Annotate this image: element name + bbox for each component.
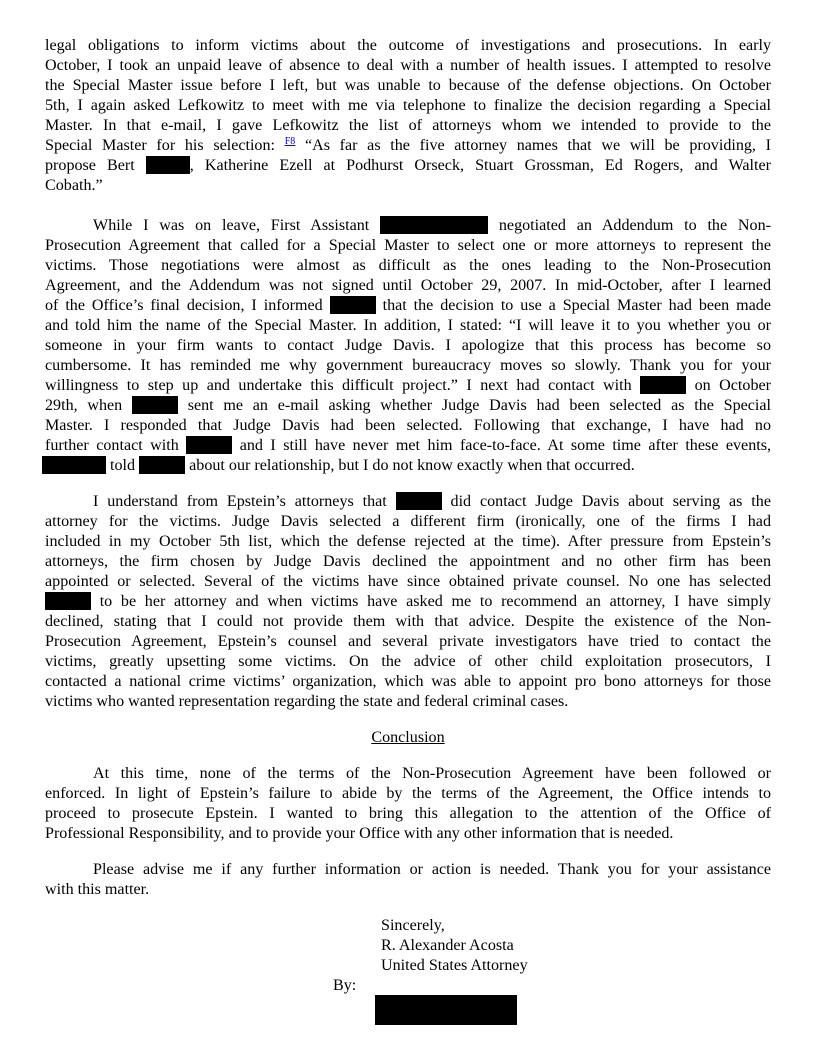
text-line: Master. In that e-mail, I gave Lefkowitz the list of attorneys whom we intended to provide to the bbox=[45, 117, 771, 134]
closing-paragraph bbox=[45, 860, 771, 900]
text-line: attorneys, the firm chosen by Judge Davis declined the appointment and no other firm has been bbox=[45, 553, 771, 570]
text-line: contacted a national crime victims’ organization, which was able to appoint pro bono attorneys for those bbox=[45, 673, 771, 690]
text-line: victims. Those negotiations were almost as difficult as the ones leading to the Non-Prosecution bbox=[45, 257, 771, 274]
text-line: with this matter. bbox=[45, 881, 150, 898]
text-line: Cobath.” bbox=[45, 177, 103, 194]
text-line: At this time, none of the terms of the Non-Prosecution Agreement have been followed or bbox=[93, 765, 771, 782]
redaction-box bbox=[640, 376, 686, 394]
text-line: and told him the name of the Special Master. In addition, I stated: “I will leave it to you whether you or bbox=[45, 317, 771, 334]
signature-block bbox=[381, 916, 528, 976]
text-segment: did contact Judge Davis about serving as the bbox=[450, 493, 771, 510]
redaction-box bbox=[42, 456, 106, 474]
conclusion-heading: Conclusion bbox=[371, 729, 445, 746]
text-line: Professional Responsibility, and to provide your Office with any other information that is needed. bbox=[45, 825, 674, 842]
text-line: included in my October 5th list, which the defense rejected at the time). After pressure from Epstein’s bbox=[45, 533, 771, 550]
text-line bbox=[45, 492, 771, 512]
text-segment: 29th, when bbox=[45, 397, 123, 414]
text-line bbox=[45, 396, 771, 416]
text-line: victims who wanted representation regarding the state and federal criminal cases. bbox=[45, 693, 569, 710]
text-segment: of the Office’s final decision, I informed bbox=[45, 297, 323, 314]
paragraph-3 bbox=[45, 492, 771, 712]
redaction-box bbox=[45, 592, 91, 610]
redaction-box bbox=[139, 456, 185, 474]
text-line bbox=[45, 592, 771, 612]
text-segment: “As far as the five attorney names that we will be providing, I bbox=[304, 137, 771, 154]
text-segment: I understand from Epstein’s attorneys that bbox=[93, 493, 387, 510]
text-segment: and I still have never met him face-to-face. At some time after these events, bbox=[239, 437, 771, 454]
text-line bbox=[45, 436, 771, 456]
conclusion-paragraph bbox=[45, 764, 771, 844]
footnote-link[interactable]: F8 bbox=[284, 136, 296, 147]
text-line: someone in your firm wants to contact Judge Davis. I apologize that this process has become so bbox=[45, 337, 771, 354]
redaction-box bbox=[330, 296, 376, 314]
text-line: cumbersome. It has reminded me why government bureaucracy moves so slowly. Thank you for your bbox=[45, 357, 771, 374]
text-segment: propose Bert bbox=[45, 157, 135, 174]
redaction-box bbox=[146, 156, 190, 174]
redaction-box bbox=[186, 436, 232, 454]
text-line: legal obligations to inform victims about the outcome of investigations and prosecutions. In early bbox=[45, 37, 771, 54]
text-segment: sent me an e-mail asking whether Judge Davis had been selected as the Special bbox=[187, 397, 772, 414]
text-line: the Special Master issue before I left, but was unable to because of the defense objections. On October bbox=[45, 77, 771, 94]
footnote-marker bbox=[285, 136, 296, 147]
text-line: victims, greatly upsetting some victims. On the advice of other child exploitation prosecutors, I bbox=[45, 653, 771, 670]
text-segment: willingness to step up and undertake this difficult project.” I next had contact with bbox=[45, 377, 632, 394]
text-line: enforced. In light of Epstein’s failure to abide by the terms of the Agreement, the Office intends to bbox=[45, 785, 771, 802]
text-line: proceed to prosecute Epstein. I wanted to bring this allegation to the attention of the Office of bbox=[45, 805, 771, 822]
text-line: Master. I responded that Judge Davis had been selected. Following that exchange, I have had no bbox=[45, 417, 771, 434]
text-segment: that the decision to use a Special Master had been made bbox=[382, 297, 771, 314]
text-segment: told bbox=[110, 457, 136, 474]
redaction-box bbox=[396, 492, 442, 510]
signature-title: United States Attorney bbox=[381, 957, 528, 974]
signature-sincerely: Sincerely, bbox=[381, 917, 445, 934]
text-line bbox=[45, 156, 771, 176]
signature-by-label: By: bbox=[333, 977, 357, 994]
text-segment: , Katherine Ezell at Podhurst Orseck, Stuart Grossman, Ed Rogers, and Walter bbox=[189, 157, 771, 174]
text-line: declined, stating that I could not provide them with that advice. Despite the existence of the Non- bbox=[45, 613, 771, 630]
redaction-box bbox=[132, 396, 178, 414]
text-segment: negotiated an Addendum to the Non- bbox=[498, 217, 771, 234]
text-line: attorney for the victims. Judge Davis selected a different firm (ironically, one of the firms I had bbox=[45, 513, 771, 530]
text-line: Please advise me if any further information or action is needed. Thank you for your assistance bbox=[93, 861, 771, 878]
signature-redaction-box bbox=[375, 995, 517, 1025]
paragraph-2 bbox=[45, 216, 771, 476]
text-segment: While I was on leave, First Assistant bbox=[93, 217, 370, 234]
text-segment: Special Master for his selection: bbox=[45, 137, 275, 154]
text-line: October, I took an unpaid leave of absence to deal with a number of health issues. I attempted to resolve bbox=[45, 57, 771, 74]
text-segment: on October bbox=[694, 377, 771, 394]
text-segment: about our relationship, but I do not know exactly when that occurred. bbox=[189, 457, 635, 474]
text-line: 5th, I again asked Lefkowitz to meet with me via telephone to finalize the decision regarding a Special bbox=[45, 97, 771, 114]
text-segment: to be her attorney and when victims have asked me to recommend an attorney, I have simply bbox=[99, 593, 771, 610]
text-line: appointed or selected. Several of the victims have since obtained private counsel. No one has selected bbox=[45, 573, 771, 590]
text-line bbox=[45, 296, 771, 316]
text-line bbox=[45, 216, 771, 236]
text-line: Prosecution Agreement, Epstein’s counsel and several private investigators have tried to contact the bbox=[45, 633, 771, 650]
text-segment: further contact with bbox=[45, 437, 179, 454]
text-line bbox=[42, 456, 771, 476]
text-line: Prosecution Agreement that called for a Special Master to select one or more attorneys to represent the bbox=[45, 237, 771, 254]
text-line: Agreement, and the Addendum was not signed until October 29, 2007. In mid-October, after I learned bbox=[45, 277, 771, 294]
signature-name: R. Alexander Acosta bbox=[381, 937, 514, 954]
text-line bbox=[45, 376, 771, 396]
paragraph-1 bbox=[45, 36, 771, 196]
text-line bbox=[45, 136, 771, 156]
redaction-box bbox=[380, 216, 488, 234]
